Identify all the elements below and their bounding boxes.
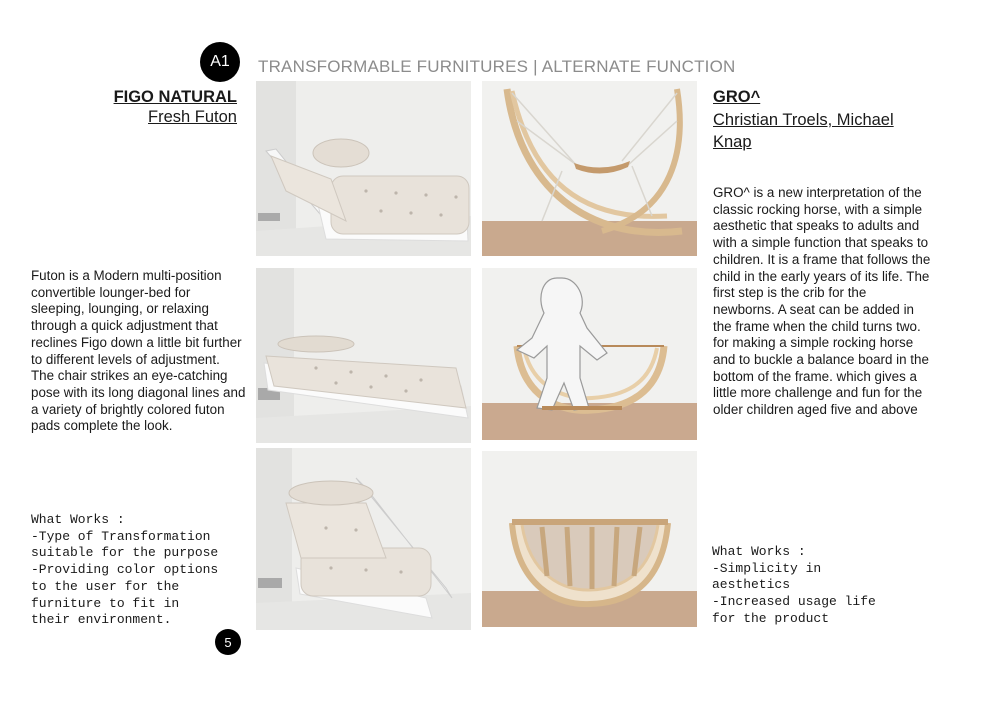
futon-reclined-photo (256, 81, 471, 256)
gro-what-works: What Works : -Simplicity in aesthetics -Increased usage life for the product (712, 544, 876, 626)
gro-subtitle: Christian Troels, Michael Knap (713, 111, 894, 151)
futon-chair-photo (256, 448, 471, 630)
futon-flat-photo (256, 268, 471, 443)
page-number: 5 (215, 629, 241, 655)
gro-rocker-photo (482, 268, 697, 440)
gro-description: GRO^ is a new interpretation of the classic rocking horse, with a simple aesthetic that speaks to adults and with a simple function that speaks to children. It is a frame that follows the child in the early years of its life. The first step is the crib for the newborns. A seat can be added in the frame when the child turns two. for making a simple rocking horse and to buckle a balance board in the bottom of the frame. which gives a little more challenge and fun for the older children aged five and above (713, 185, 931, 418)
gro-board-photo (482, 451, 697, 627)
section-badge: A1 (200, 42, 240, 82)
gro-crib-photo (482, 81, 697, 256)
figo-title: FIGO NATURAL (113, 88, 237, 106)
figo-subtitle: Fresh Futon (148, 108, 237, 126)
gro-title: GRO^ (713, 88, 761, 106)
page-header: TRANSFORMABLE FURNITURES | ALTERNATE FUNCTION (258, 57, 736, 76)
figo-what-works: What Works : -Type of Transformation suitable for the purpose -Providing color options to the user for the furniture to fit in their environment. (31, 512, 219, 628)
figo-description: Futon is a Modern multi-position convertible lounger-bed for sleeping, lounging, or relaxing through a quick adjustment that reclines Figo down a little bit further to different levels of adjustment. The chair strikes an eye-catching pose with its long diagonal lines and a variety of brightly colored futon pads complete the look. (31, 268, 246, 434)
